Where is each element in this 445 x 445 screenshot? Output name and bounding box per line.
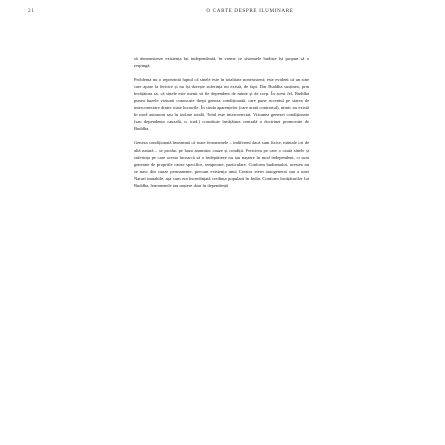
paragraph: Geneza condiționată înseamnă că toate fenomenele – indiferent dacă sunt fizice, mintale ori de altă natură – se produc pe baza anumitor cauze și condiții. Fericirea pe care o caută sinele și suferința pe care acesta încearcă să o îndepărteze nu iau naștere în mod independent, ci sunt generate de propriile cauze specifice, temporare, particulare. Conform budismului, acestea nu se nasc din cauze permanente, precum existența unui Creator etern autogenerat sau a unei Naturi imuabile, așa cum era încredințată credința populară în India. Conform învățăturilor lui Buddha, fenomenele iau naștere doar în dependență xyxy=(134,140,309,188)
paragraph: să demonstreze existența lui independentă, în vreme ce sistemele budiste își propun să o respingă. xyxy=(134,56,309,69)
paragraph: Problema nu o reprezintă faptul că sinele este în totalitate nonexistent; este evident că un sine care apare la fericire și nu își dorește suferința nu există, de fapt. Dar Buddha susținea, prin învățătura sa, că sinele este menit să fie dependent de minte și de corp. În acest fel, Buddha punea bazele viziunii cunoscute drept geneza condiționată, care pune accentul pe starea de interconectare dintre toate lucrurile. În cinda aparențelor (care arată contrariul), nimic nu există în mod autonom sau în izolare totală. Totul este interconectat. Viziunea genezei condiționate (sau dependența cauzală, n. trad.) constituie învățătura centrală a doctrinei promovate de Buddha. xyxy=(134,77,309,132)
running-head xyxy=(28,8,417,18)
body-text xyxy=(134,55,309,189)
page-number: 21 xyxy=(28,8,35,14)
book-title: O CARTE DESPRE ILUMINARE xyxy=(206,8,294,14)
